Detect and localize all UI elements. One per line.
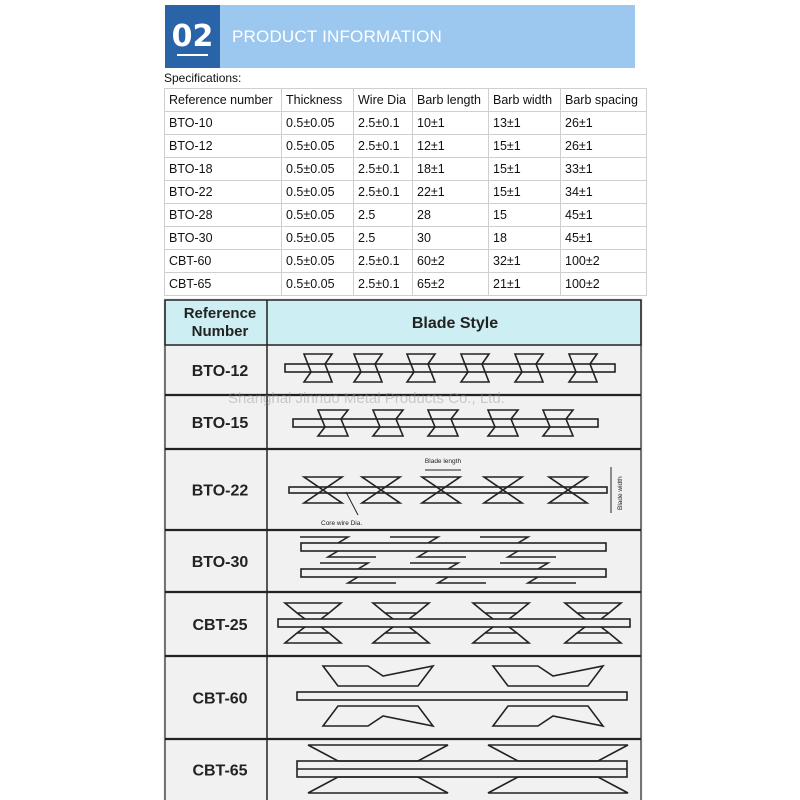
- table-cell: 32±1: [489, 250, 561, 273]
- table-cell: 0.5±0.05: [282, 135, 354, 158]
- table-row: [165, 135, 647, 158]
- table-row: [165, 227, 647, 250]
- table-cell: 12±1: [413, 135, 489, 158]
- table-cell: 0.5±0.05: [282, 158, 354, 181]
- table-cell: CBT-60: [165, 250, 282, 273]
- table-cell: 0.5±0.05: [282, 112, 354, 135]
- table-cell: 2.5±0.1: [354, 112, 413, 135]
- blade-drawing-bto-30: [300, 537, 606, 583]
- table-cell: 2.5±0.1: [354, 250, 413, 273]
- table-cell: 100±2: [561, 250, 647, 273]
- table-cell: 15±1: [489, 181, 561, 204]
- table-row: [165, 181, 647, 204]
- blade-drawing-cbt-25: [278, 603, 630, 643]
- blade-header-ref-label: Number: [191, 323, 249, 340]
- section-title: PRODUCT INFORMATION: [232, 26, 442, 46]
- table-cell: BTO-12: [165, 135, 282, 158]
- section-number: 02: [165, 5, 220, 68]
- table-header-cell: Barb spacing: [561, 89, 647, 112]
- table-cell: CBT-65: [165, 273, 282, 296]
- watermark: Shanghai Jinnuo Metal Products Co., Ltd.: [228, 390, 505, 407]
- table-header-cell: Barb length: [413, 89, 489, 112]
- table-cell: 34±1: [561, 181, 647, 204]
- table-cell: 2.5: [354, 204, 413, 227]
- table-cell: 13±1: [489, 112, 561, 135]
- table-row: [165, 204, 647, 227]
- table-header-cell: Thickness: [282, 89, 354, 112]
- table-cell: 2.5: [354, 227, 413, 250]
- table-cell: 18: [489, 227, 561, 250]
- core-wire-annotation: Core wire Dia.: [321, 520, 363, 527]
- table-cell: 21±1: [489, 273, 561, 296]
- table-cell: 10±1: [413, 112, 489, 135]
- blade-row-label: BTO-22: [191, 482, 249, 500]
- blade-length-annotation: Blade length: [424, 458, 462, 465]
- table-cell: 30: [413, 227, 489, 250]
- table-row: [165, 273, 647, 296]
- table-cell: 28: [413, 204, 489, 227]
- table-cell: BTO-22: [165, 181, 282, 204]
- table-cell: 2.5±0.1: [354, 158, 413, 181]
- table-cell: 0.5±0.05: [282, 181, 354, 204]
- blade-row-label: BTO-15: [191, 415, 249, 432]
- table-row: [165, 112, 647, 135]
- table-cell: 22±1: [413, 181, 489, 204]
- blade-row-label: BTO-30: [191, 554, 249, 571]
- table-cell: 60±2: [413, 250, 489, 273]
- table-cell: 33±1: [561, 158, 647, 181]
- table-cell: 26±1: [561, 112, 647, 135]
- table-cell: 65±2: [413, 273, 489, 296]
- table-cell: 45±1: [561, 227, 647, 250]
- table-cell: 2.5±0.1: [354, 135, 413, 158]
- blade-style-drawing: [163, 298, 643, 800]
- table-cell: 0.5±0.05: [282, 227, 354, 250]
- blade-row-label: BTO-12: [191, 363, 249, 380]
- blade-style-table: [163, 298, 643, 800]
- table-cell: 15±1: [489, 135, 561, 158]
- table-cell: 15±1: [489, 158, 561, 181]
- table-cell: BTO-18: [165, 158, 282, 181]
- table-header-cell: Reference number: [165, 89, 282, 112]
- table-cell: BTO-28: [165, 204, 282, 227]
- section-banner: [165, 5, 635, 68]
- table-cell: 2.5±0.1: [354, 181, 413, 204]
- blade-row-label: CBT-60: [192, 690, 248, 708]
- blade-drawing-cbt-65: [297, 745, 628, 793]
- blade-width-annotation: Blade width: [617, 476, 624, 510]
- table-cell: 0.5±0.05: [282, 204, 354, 227]
- blade-drawing-bto-22: [289, 458, 624, 527]
- table-cell: 26±1: [561, 135, 647, 158]
- blade-header-style-label: Blade Style: [411, 315, 499, 332]
- table-cell: 18±1: [413, 158, 489, 181]
- blade-header-ref-label: Reference: [183, 305, 257, 322]
- table-cell: 0.5±0.05: [282, 273, 354, 296]
- blade-drawing-bto-12: [285, 354, 615, 382]
- table-header-row: [165, 89, 647, 112]
- table-row: [165, 250, 647, 273]
- blade-row-label: CBT-65: [192, 762, 248, 780]
- table-cell: 45±1: [561, 204, 647, 227]
- table-cell: 0.5±0.05: [282, 250, 354, 273]
- table-cell: BTO-10: [165, 112, 282, 135]
- table-cell: 15: [489, 204, 561, 227]
- specifications-table: [164, 88, 647, 296]
- table-row: [165, 158, 647, 181]
- blade-row-label: CBT-25: [192, 617, 248, 634]
- blade-drawing-cbt-60: [297, 666, 627, 726]
- specifications-label: Specifications:: [164, 71, 242, 85]
- table-header-cell: Barb width: [489, 89, 561, 112]
- table-header-cell: Wire Dia: [354, 89, 413, 112]
- blade-drawing-bto-15: [293, 410, 598, 436]
- table-cell: 100±2: [561, 273, 647, 296]
- table-cell: 2.5±0.1: [354, 273, 413, 296]
- table-cell: BTO-30: [165, 227, 282, 250]
